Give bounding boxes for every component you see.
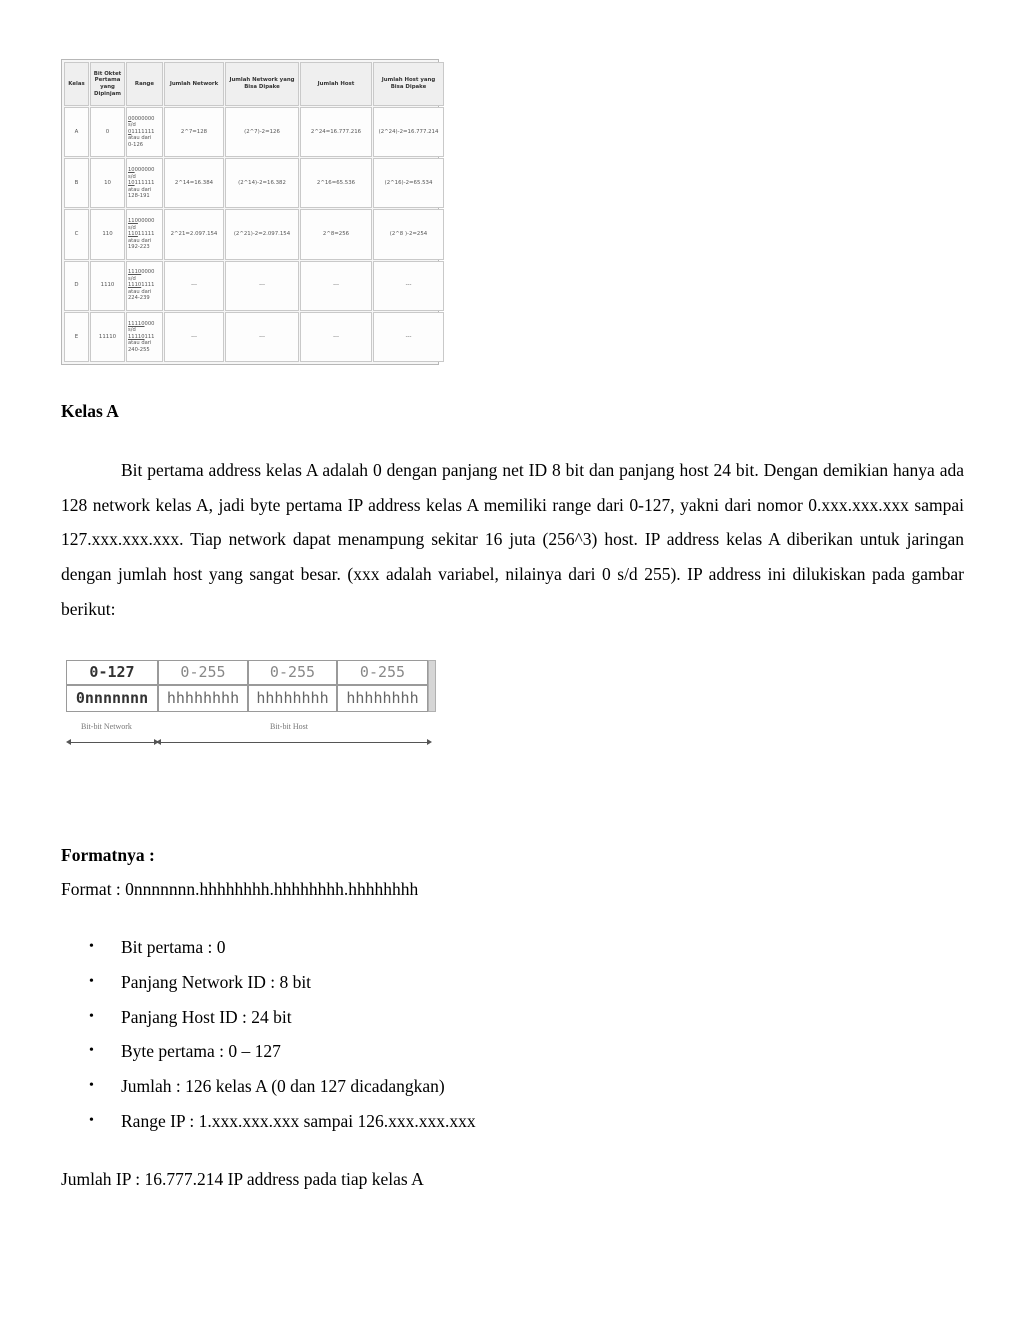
arrow-head-left-icon [66,739,71,745]
ip-class-table [63,61,445,363]
bullet-icon: • [89,1078,94,1094]
cell-network: 2^14=16.384 [164,158,224,208]
diagram-3d-edge [428,660,436,712]
table-row [64,209,444,259]
bullet-icon: • [89,1112,94,1128]
bullet-icon: • [89,1043,94,1059]
cell-host-usable: --- [373,312,444,362]
header-network-usable: Jumlah Network yang Bisa Dipake [225,62,299,106]
bullet-icon: • [89,1008,94,1024]
table-row [64,158,444,208]
host-bits-arrow [160,742,428,743]
header-host-usable: Jumlah Host yang Bisa Dipake [373,62,444,106]
header-network: Jumlah Network [164,62,224,106]
cell-host-usable: (2^16)-2=65.534 [373,158,444,208]
cell-network: 2^21=2.097.154 [164,209,224,259]
cell-kelas: D [64,261,89,311]
format-bullet-list [61,930,476,1139]
total-ip-line: Jumlah IP : 16.777.214 IP address pada tiap kelas A [61,1169,424,1189]
class-a-address-diagram [66,658,438,750]
header-host: Jumlah Host [300,62,372,106]
cell-network-usable: (2^21)-2=2.097.154 [225,209,299,259]
label-host-bits: Bit-bit Host [270,722,309,731]
octet-4-bits: hhhhhhhh [337,685,428,712]
cell-kelas: A [64,107,89,157]
list-item: • Panjang Network ID : 8 bit [61,965,476,1000]
table-row [64,312,444,362]
network-bits-arrow [68,742,156,743]
cell-network: 2^7=128 [164,107,224,157]
list-item: • Panjang Host ID : 24 bit [61,1000,476,1035]
cell-network-usable: --- [225,261,299,311]
cell-host: 2^24=16.777.216 [300,107,372,157]
bullet-icon: • [89,939,94,954]
cell-range: 11000000 s/d 11011111 atau dari 192-223 [126,209,163,259]
cell-bit: 11110 [90,312,125,362]
octet-1-range: 0-127 [66,660,158,685]
cell-kelas: C [64,209,89,259]
list-item: • Bit pertama : 0 [61,930,476,965]
cell-host-usable: --- [373,261,444,311]
cell-host: --- [300,261,372,311]
octet-3-bits: hhhhhhhh [248,685,337,712]
arrow-head-left-icon [156,739,161,745]
cell-bit: 1110 [90,261,125,311]
header-kelas: Kelas [64,62,89,106]
cell-network: --- [164,261,224,311]
cell-range: 00000000 s/d 01111111 atau dari 0-126 [126,107,163,157]
cell-host-usable: (2^24)-2=16.777.214 [373,107,444,157]
list-item: • Byte pertama : 0 – 127 [61,1034,476,1069]
section-title: Kelas A [61,401,119,421]
cell-network: --- [164,312,224,362]
octet-2-bits: hhhhhhhh [158,685,248,712]
list-item: • Range IP : 1.xxx.xxx.xxx sampai 126.xxx.xxx.xxx [61,1104,476,1139]
cell-bit: 110 [90,209,125,259]
cell-kelas: B [64,158,89,208]
bullet-icon: • [89,973,94,989]
cell-bit: 10 [90,158,125,208]
cell-host-usable: (2^8 )-2=254 [373,209,444,259]
format-line: Format : 0nnnnnnn.hhhhhhhh.hhhhhhhh.hhhhhhhh [61,879,419,899]
cell-bit: 0 [90,107,125,157]
arrow-head-right-icon [427,739,432,745]
cell-range: 10000000 s/d 10111111 atau dari 128-191 [126,158,163,208]
header-range: Range [126,62,163,106]
cell-range: 11100000 s/d 11101111 atau dari 224-239 [126,261,163,311]
paragraph-text: Bit pertama address kelas A adalah 0 dengan panjang net ID 8 bit dan panjang host 24 bit. Dengan demikian hanya ada 128 network kelas A, jadi byte pertama IP address kelas A memiliki range dari 0-127, yakni dari nomor 0.xxx.xxx.xxx sampai 127.xxx.xxx.xxx. Tiap network dapat menampung sekitar 16 juta (256^3) host. IP address kelas A diberikan untuk jaringan dengan jumlah host yang sangat besar. (xxx adalah variabel, nilainya dari 0 s/d 255). IP address ini dilukiskan pada gambar berikut: [61,460,964,619]
octet-3-range: 0-255 [248,660,337,685]
octet-2-range: 0-255 [158,660,248,685]
header-bit: Bit Oktet Pertama yang Dipinjam [90,62,125,106]
cell-network-usable: (2^14)-2=16.382 [225,158,299,208]
ip-class-table-image [61,59,439,365]
cell-host: 2^8=256 [300,209,372,259]
table-row [64,107,444,157]
format-title: Formatnya : [61,845,155,865]
list-item: • Jumlah : 126 kelas A (0 dan 127 dicadangkan) [61,1069,476,1104]
cell-host: 2^16=65.536 [300,158,372,208]
table-row [64,261,444,311]
table-header-row [64,62,444,106]
octet-1-bits: 0nnnnnnn [66,685,158,712]
cell-network-usable: (2^7)-2=126 [225,107,299,157]
octet-4-range: 0-255 [337,660,428,685]
body-paragraph [61,453,964,627]
cell-range: 11110000 s/d 11110111 atau dari 240-255 [126,312,163,362]
label-network-bits: Bit-bit Network [81,722,132,731]
cell-host: --- [300,312,372,362]
cell-network-usable: --- [225,312,299,362]
cell-kelas: E [64,312,89,362]
